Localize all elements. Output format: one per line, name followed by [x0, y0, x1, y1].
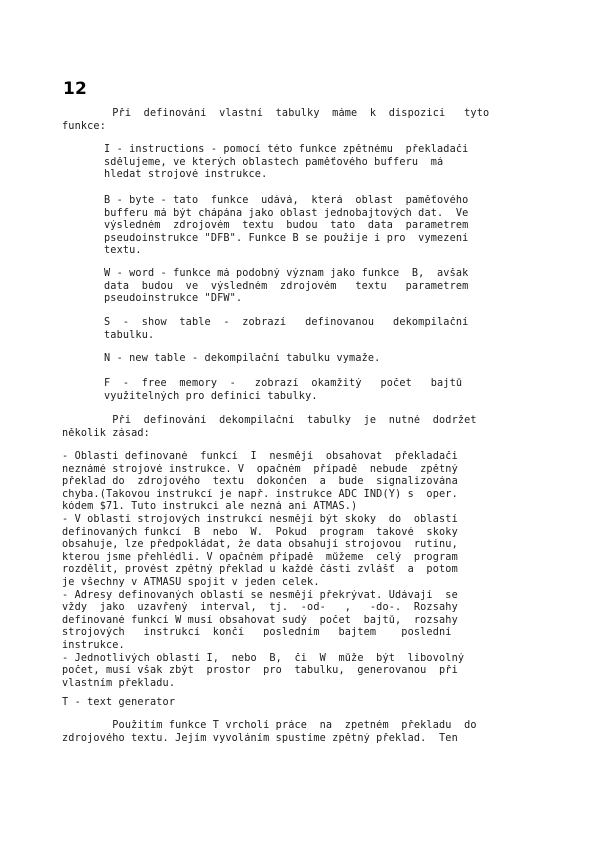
text-line: N - new table - dekompilační tabulku vymaže.	[104, 353, 381, 364]
text-line: vlastním překladu.	[62, 677, 176, 689]
text-line: kterou jsme přehlédli. V opačném případě můžeme celý program	[62, 551, 458, 563]
text-line: hledat strojové instrukce.	[104, 169, 268, 181]
text-line: rozdělit, provést zpětný překlad u každé části zvlášť a potom	[62, 564, 458, 576]
text-line: výsledném zdrojovém textu budou tato data parametrem	[104, 220, 469, 232]
text-line: funkce:	[62, 120, 106, 132]
text-line: pseudoinstrukce "DFW".	[104, 293, 243, 305]
text-line: několik zásad:	[62, 427, 150, 439]
text-line: - V oblasti strojových instrukcí nesmějí být skoky do oblastí	[62, 513, 458, 525]
text-line: - Jednotlivých oblastí I, nebo B, či W může být libovolný	[62, 652, 465, 664]
text-line: tabulku.	[104, 329, 155, 341]
text-line: strojových instrukcí končí posledním bajtem poslední	[62, 627, 452, 639]
text-line: definované funkcí W musí obsahovat sudý počet bajtů, rozsahy	[62, 614, 458, 626]
page-number: 12	[63, 79, 87, 99]
text-line: obsahuje, lze předpokládat, že data obsahují strojovou rutinu,	[62, 539, 458, 551]
intro-paragraph	[62, 108, 532, 133]
function-f-paragraph	[104, 378, 532, 403]
text-line: počet, musí však zbýt prostor pro tabulku, generovanou při	[62, 665, 458, 677]
text-line: je všechny v ATMASU spojit v jeden celek.	[62, 576, 320, 588]
text-line: Při definování vlastní tabulky máme k dispozici tyto	[62, 108, 490, 119]
text-line: instrukce.	[62, 639, 125, 651]
function-b-paragraph	[104, 195, 532, 258]
section-heading-text: T - text generator	[62, 697, 176, 708]
function-i-paragraph	[104, 144, 532, 182]
text-line: pseudoinstrukce "DFB". Funkce B se použije i pro vymezení	[104, 232, 469, 244]
text-line: kódem $71. Tuto instrukci ale nezná ani ATMAS.)	[62, 501, 358, 513]
rules-list	[62, 451, 532, 690]
text-line: Při definování dekompilační tabulky je nutné dodržet	[62, 415, 477, 426]
text-line: F - free memory - zobrazí okamžitý počet bajtů	[104, 378, 463, 389]
function-n-paragraph	[104, 353, 532, 366]
text-line: I - instructions - pomocí této funkce zpětnému překladači	[104, 144, 469, 155]
rules-intro-paragraph	[62, 415, 532, 440]
text-line: W - word - funkce má podobný význam jako funkce B, avšak	[104, 268, 469, 279]
final-paragraph	[62, 720, 532, 745]
text-line: překlad do zdrojového textu dokončen a bude signalizována	[62, 476, 458, 488]
text-line: vždy jako uzavřený interval, tj. -od- , -do-. Rozsahy	[62, 602, 458, 614]
text-line: definovaných funkcí B nebo W. Pokud program takové skoky	[62, 526, 458, 538]
text-line: využitelných pro definici tabulky.	[104, 390, 318, 402]
text-line: data budou ve výsledném zdrojovém textu parametrem	[104, 280, 469, 292]
text-line: S - show table - zobrazí definovanou dekompilační	[104, 317, 469, 328]
text-line: textu.	[104, 245, 142, 257]
text-line: - Adresy definovaných oblastí se nesmějí překrývat. Udávají se	[62, 589, 458, 601]
text-line: - Oblasti definované funkcí I nesmějí obsahovat překladači	[62, 451, 458, 462]
text-line: sdělujeme, ve kterých oblastech paměťového bufferu má	[104, 156, 444, 168]
text-line: chyba.(Takovou instrukcí je např. instrukce ADC IND(Y) s oper.	[62, 488, 458, 500]
text-line: zdrojového textu. Jejím vyvoláním spustíme zpětný překlad. Ten	[62, 732, 458, 744]
function-w-paragraph	[104, 268, 532, 306]
text-line: bufferu má být chápána jako oblast jednobajtových dat. Ve	[104, 207, 469, 219]
text-line: Použitím funkce T vrcholí práce na zpetném překladu do	[62, 720, 477, 731]
function-s-paragraph	[104, 317, 532, 342]
text-line: neznámé strojové instrukce. V opačném případě nebude zpětný	[62, 463, 458, 475]
text-line: B - byte - tato funkce udává, která oblast paměťového	[104, 195, 469, 206]
section-heading	[62, 697, 532, 710]
